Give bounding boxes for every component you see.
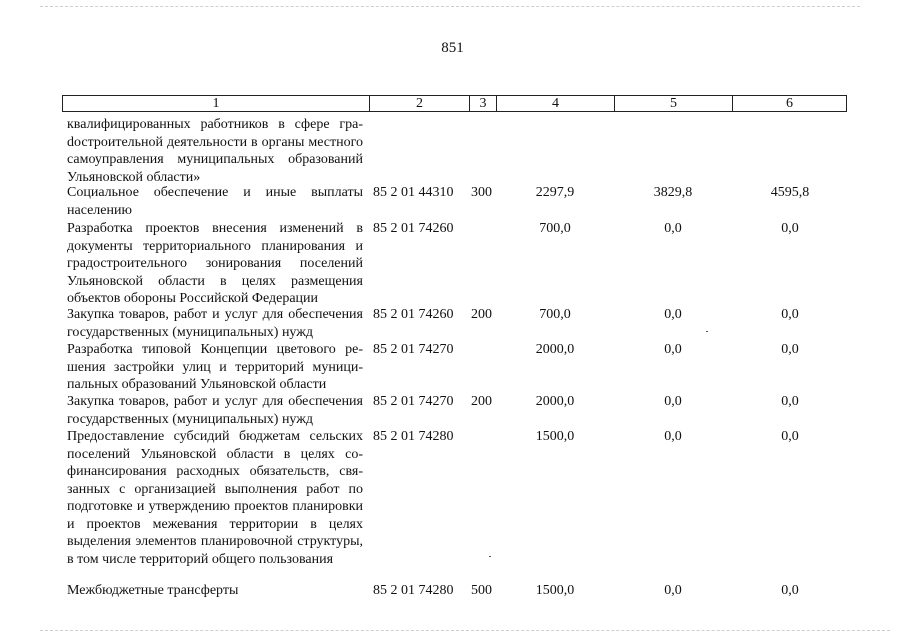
header-col-3: 3 — [470, 96, 497, 111]
scan-edge-bottom — [40, 630, 890, 631]
row-value-col5: 0,0 — [664, 342, 682, 357]
header-col-1: 1 — [63, 96, 370, 111]
row-value-col4: 1500,0 — [535, 429, 575, 444]
header-col-4: 4 — [497, 96, 615, 111]
row-description: Разработка типовой Концепции цветового решения застройки улиц и территорий муниципальных образований Ульяновской области — [67, 342, 363, 392]
scan-speck — [706, 331, 708, 332]
scan-edge-top — [40, 6, 860, 7]
row-expense-type: 500 — [471, 583, 492, 598]
row-value-col6: 0,0 — [781, 583, 799, 598]
header-col-5: 5 — [615, 96, 733, 111]
row-value-col5: 0,0 — [664, 429, 682, 444]
scan-speck — [489, 556, 491, 557]
row-description: Закупка товаров, работ и услуг для обеспечения государственных (муниципальных) нужд — [67, 394, 363, 427]
table-header-row — [62, 95, 847, 112]
row-code: 85 2 01 74260 — [373, 307, 454, 322]
row-description: квалифицированных работников в сфере граdостроительной деятельности в органы местного самоуправления муниципальных образований Ульяновской области» — [67, 117, 363, 185]
row-code: 85 2 01 74260 — [373, 221, 454, 236]
row-value-col4: 2000,0 — [535, 394, 575, 409]
row-value-col6: 0,0 — [781, 307, 799, 322]
row-expense-type: 200 — [471, 394, 492, 409]
row-value-col4: 2000,0 — [535, 342, 575, 357]
row-code: 85 2 01 74270 — [373, 342, 454, 357]
row-description: Межбюджетные трансферты — [67, 583, 239, 598]
row-description: Предоставление субсидий бюджетам сельских поселений Ульяновской области в целях софинансирования расходных обязательств, связанных с организацией выполнения работ по подготовке и утверждению проектов планировки и проектов межевания территории в целях выделения элементов планировочной структуры, в том числе территорий общего пользования — [67, 429, 363, 567]
row-code: 85 2 01 74280 — [373, 429, 454, 444]
header-col-2: 2 — [370, 96, 470, 111]
row-value-col6: 4595,8 — [770, 185, 810, 200]
row-value-col5: 0,0 — [664, 583, 682, 598]
row-value-col4: 700,0 — [539, 307, 571, 322]
row-value-col6: 0,0 — [781, 221, 799, 236]
row-code: 85 2 01 44310 — [373, 185, 454, 200]
header-col-6: 6 — [786, 96, 793, 111]
row-description: Закупка товаров, работ и услуг для обеспечения государственных (муниципальных) нужд — [67, 307, 363, 340]
row-value-col4: 700,0 — [539, 221, 571, 236]
row-value-col5: 3829,8 — [653, 185, 693, 200]
row-value-col5: 0,0 — [664, 394, 682, 409]
row-value-col6: 0,0 — [781, 342, 799, 357]
row-value-col5: 0,0 — [664, 307, 682, 322]
row-code: 85 2 01 74270 — [373, 394, 454, 409]
row-value-col4: 1500,0 — [535, 583, 575, 598]
row-value-col6: 0,0 — [781, 394, 799, 409]
row-expense-type: 300 — [471, 185, 492, 200]
row-expense-type: 200 — [471, 307, 492, 322]
row-value-col5: 0,0 — [664, 221, 682, 236]
row-code: 85 2 01 74280 — [373, 583, 454, 598]
page-number: 851 — [441, 40, 464, 56]
row-description: Разработка проектов внесения изменений в документы территориального планирования и градостроительного зонирования поселений Ульяновской области в целях размещения объектов обороны Российской Федерации — [67, 221, 363, 306]
row-value-col6: 0,0 — [781, 429, 799, 444]
row-description: Социальное обеспечение и иные выплаты населению — [67, 185, 363, 218]
row-value-col4: 2297,9 — [535, 185, 575, 200]
